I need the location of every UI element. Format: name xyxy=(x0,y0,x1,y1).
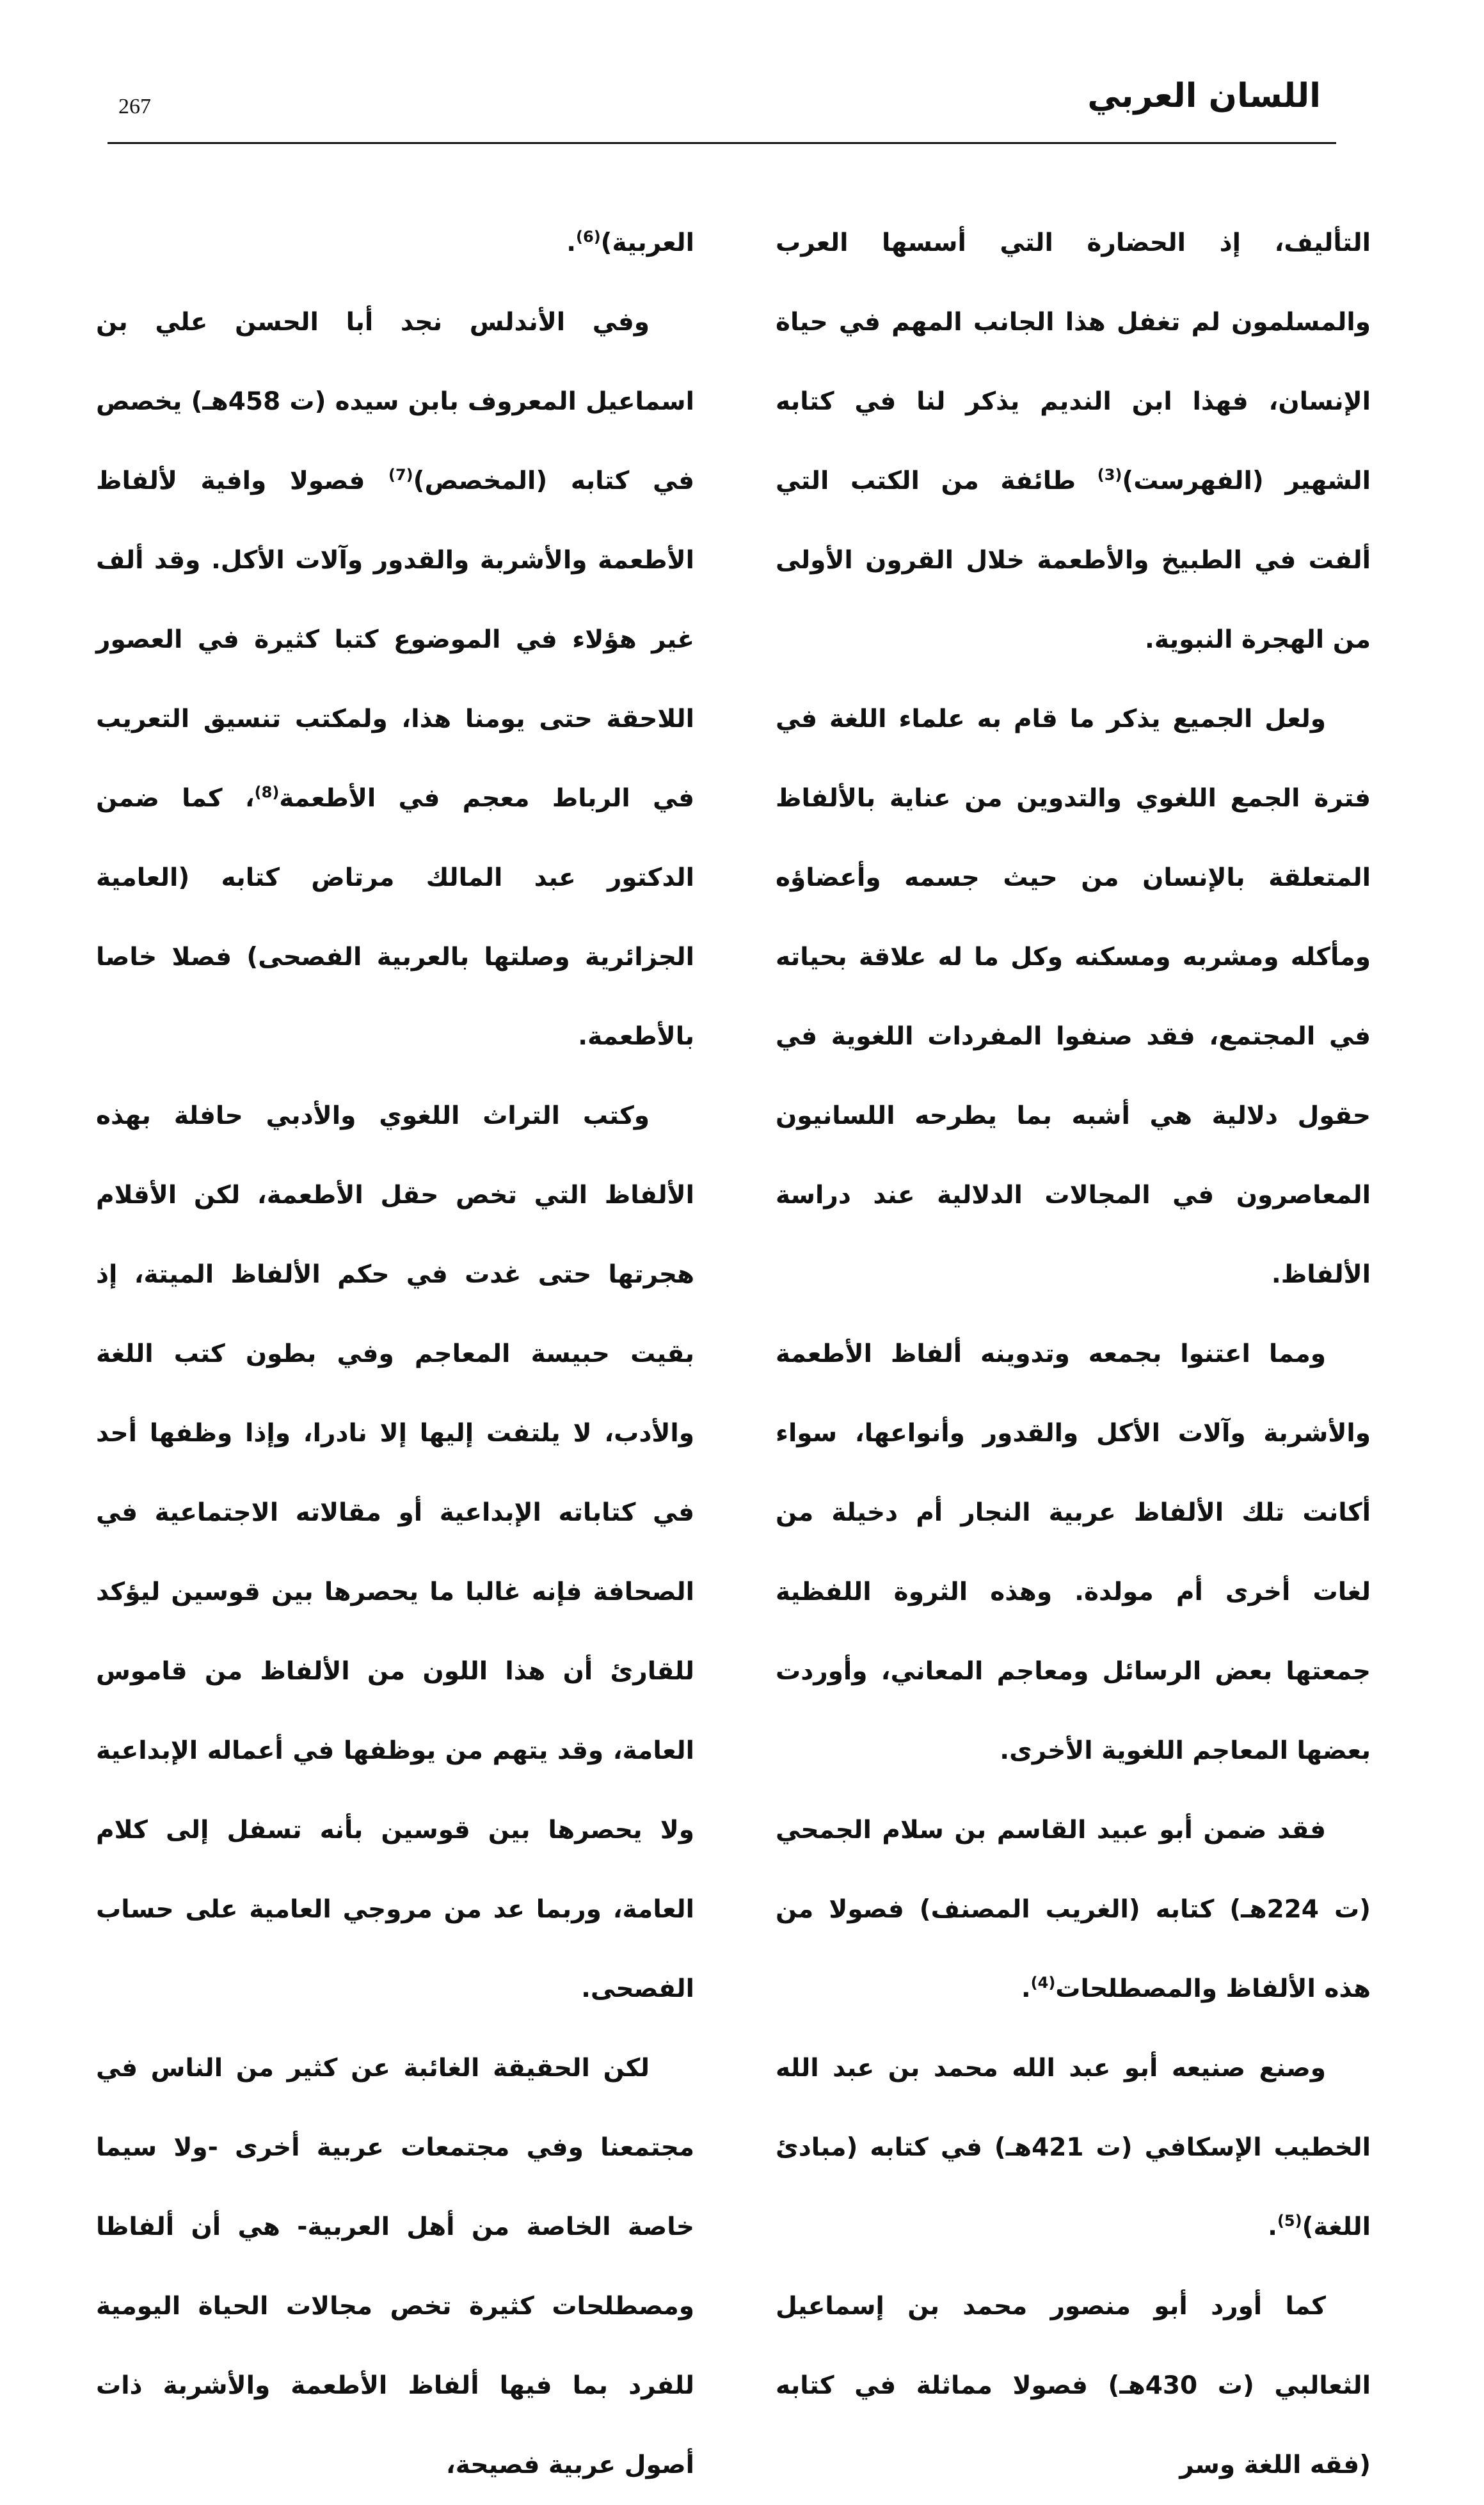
footnote-marker: (3) xyxy=(1097,466,1122,484)
footnote-marker: (7) xyxy=(388,466,413,484)
right-column xyxy=(776,204,1371,2505)
footnote-marker: (4) xyxy=(1030,1974,1056,1992)
paragraph xyxy=(96,1076,694,2029)
paragraph xyxy=(96,2029,694,2505)
paragraph-text: العربية) xyxy=(600,228,694,257)
paragraph xyxy=(776,2029,1371,2267)
paragraph-text: وصنع صنيعه أبو عبد الله محمد بن عبد الله الخطيب الإسكافي (ت 421هـ) في كتابه (مبادئ اللغة) xyxy=(776,2054,1371,2241)
paragraph-text: . xyxy=(1268,2213,1277,2241)
paragraph xyxy=(776,1315,1371,1791)
paragraph-text: وكتب التراث اللغوي والأدبي حافلة بهذه الألفاظ التي تخص حقل الأطعمة، لكن الأقلام هجرتها حتى غدت في حكم الألفاظ الميتة، إذ بقيت حبيسة المعاجم وفي بطون كتب اللغة والأدب، لا يلتفت إليها إلا نادرا، وإذا وظفها أحد في كتاباته الإبداعية أو مقالاته الاجتماعية في الصحافة فإنه غالبا ما يحصرها بين قوسين ليؤكد للقارئ أن هذا اللون من الألفاظ من قاموس العامة، وقد يتهم من يوظفها في أعماله الإبداعية ولا يحصرها بين قوسين بأنه تسفل إلى كلام العامة، وربما عد من مروجي العامية على حساب الفصحى. xyxy=(96,1101,694,2003)
footnote-marker: (6) xyxy=(576,228,601,246)
footnote-marker: (8) xyxy=(254,783,280,801)
journal-title: اللسان العربي xyxy=(1087,77,1321,115)
page-number: 267 xyxy=(118,95,151,118)
paragraph xyxy=(776,2267,1371,2505)
paragraph-text: فقد ضمن أبو عبيد القاسم بن سلام الجمحي (ت 224هـ) كتابه (الغريب المصنف) فصولا من هذه الألفاظ والمصطلحات xyxy=(776,1816,1371,2003)
paragraph xyxy=(96,204,694,283)
paragraph-text: ومما اعتنوا بجمعه وتدوينه ألفاظ الأطعمة والأشربة وآلات الأكل والقدور وأنواعها، سواء أكانت تلك الألفاظ عربية النجار أم دخيلة من لغات أخرى أم مولدة. وهذه الثروة اللفظية جمعتها بعض الرسائل ومعاجم المعاني، وأوردت بعضها المعاجم اللغوية الأخرى. xyxy=(776,1340,1371,1765)
paragraph-text: ولعل الجميع يذكر ما قام به علماء اللغة في فترة الجمع اللغوي والتدوين من عناية بالألفاظ المتعلقة بالإنسان من حيث جسمه وأعضاؤه ومأكله ومشربه ومسكنه وكل ما له علاقة بحياته في المجتمع، فقد صنفوا المفردات اللغوية في حقول دلالية هي أشبه بما يطرحه اللسانيون المعاصرون في المجالات الدلالية عند دراسة الألفاظ. xyxy=(776,705,1371,1289)
paragraph-text: طائفة من الكتب التي ألفت في الطبيخ والأطعمة خلال القرون الأولى من الهجرة النبوية. xyxy=(776,467,1371,654)
paragraph-text: لكن الحقيقة الغائبة عن كثير من الناس في مجتمعنا وفي مجتمعات عربية أخرى -ولا سيما خاصة الخاصة من أهل العربية- هي أن ألفاظا ومصطلحات كثيرة تخص مجالات الحياة اليومية للفرد بما فيها ألفاظ الأطعمة والأشربة ذات أصول عربية فصيحة، xyxy=(96,2054,694,2479)
paragraph-text: كما أورد أبو منصور محمد بن إسماعيل الثعالبي (ت 430هـ) فصولا مماثلة في كتابه (فقه اللغة وسر xyxy=(776,2292,1371,2479)
paragraph-text: وفي الأندلس نجد أبا الحسن علي بن اسماعيل المعروف بابن سيده (ت 458هـ) يخصص في كتابه (المخصص) xyxy=(96,308,694,495)
paragraph-text: فصولا وافية لألفاظ الأطعمة والأشربة والقدور وآلات الأكل. وقد ألف غير هؤلاء في الموضوع كتبا كثيرة في العصور اللاحقة حتى يومنا هذا، ولمكتب تنسيق التعريب في الرباط معجم في الأطعمة xyxy=(96,467,694,813)
paragraph xyxy=(776,204,1371,680)
paragraph-text: ، كما ضمن الدكتور عبد المالك مرتاض كتابه (العامية الجزائرية وصلتها بالعربية الفصحى) فصلا خاصا بالأطعمة. xyxy=(96,784,694,1051)
paragraph-text: . xyxy=(566,228,577,257)
paragraph-text: التأليف، إذ الحضارة التي أسسها العرب والمسلمون لم تغفل هذا الجانب المهم في حياة الإنسان، فهذا ابن النديم يذكر لنا في كتابه الشهير (الفهرست) xyxy=(776,228,1371,495)
paragraph-text: . xyxy=(1021,1974,1031,2003)
paragraph xyxy=(96,283,694,1076)
header-rule xyxy=(108,142,1336,144)
paragraph xyxy=(776,1791,1371,2029)
paragraph xyxy=(776,680,1371,1315)
left-column xyxy=(96,204,694,2505)
footnote-marker: (5) xyxy=(1277,2212,1302,2230)
